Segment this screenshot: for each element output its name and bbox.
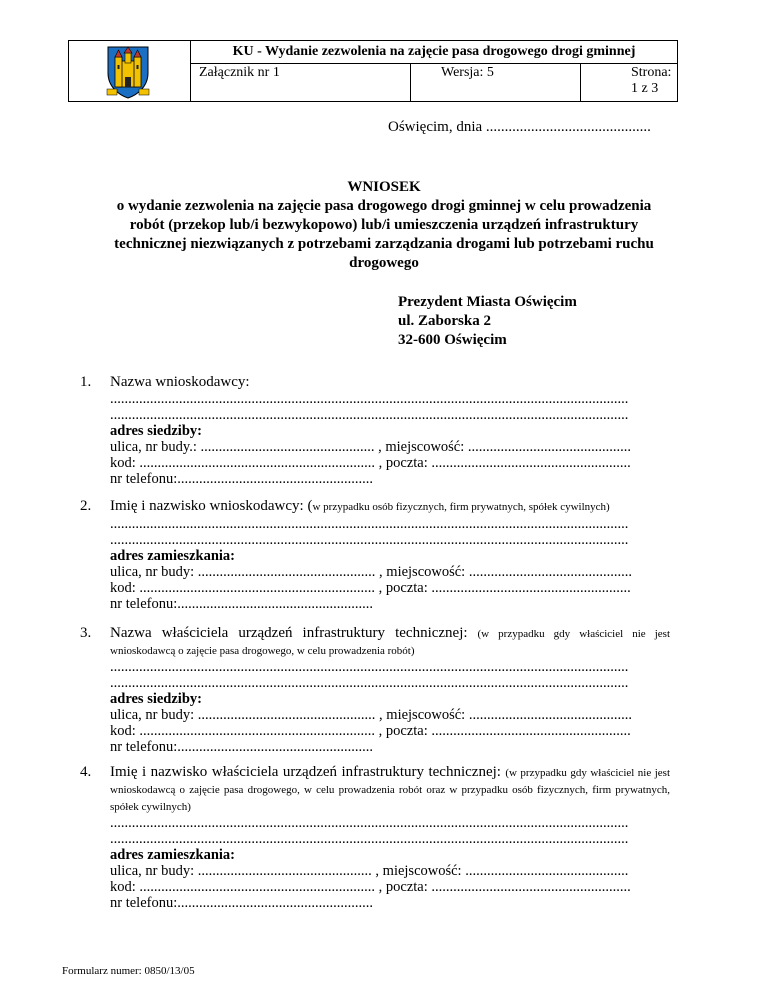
phone-line[interactable]: nr telefonu:...................................................... bbox=[110, 739, 373, 755]
section-label: Imię i nazwisko właściciela urządzeń infrastruktury technicznej: bbox=[110, 764, 501, 780]
section-number: 4. bbox=[80, 764, 92, 780]
request-subtitle-line1: o wydanie zezwolenia na zajęcie pasa drogowego drogi gminnej w celu prowadzenia bbox=[116, 198, 652, 214]
addressee-name: Prezydent Miasta Oświęcim bbox=[398, 294, 577, 310]
version-number: Wersja: 5 bbox=[411, 63, 581, 101]
coat-of-arms-icon bbox=[105, 43, 151, 99]
postcode-post-line[interactable]: kod: ................................................................. , poczta: ....................................................... bbox=[110, 455, 631, 471]
fill-line[interactable]: ............................................................................................................................................... bbox=[110, 659, 629, 675]
addressee-block bbox=[398, 293, 577, 350]
section-note: (w przypadku gdy właściciel nie jest wnioskodawcą o zajęcie pasa drogowego, w celu prowadzenia robót) bbox=[110, 628, 671, 657]
fill-line[interactable]: ............................................................................................................................................... bbox=[110, 815, 629, 831]
request-title: WNIOSEK bbox=[347, 179, 421, 195]
section-applicant-person bbox=[80, 497, 670, 612]
postcode-post-line[interactable]: kod: ................................................................. , poczta: ....................................................... bbox=[110, 879, 631, 895]
page-number: Strona: 1 z 3 bbox=[631, 65, 672, 96]
request-subtitle-line4: drogowego bbox=[349, 255, 419, 271]
street-city-line[interactable]: ulica, nr budy: ................................................. , miejscowość: ............................................. bbox=[110, 707, 632, 723]
form-number-footer: Formularz numer: 0850/13/05 bbox=[62, 965, 195, 977]
form-title: KU - Wydanie zezwolenia na zajęcie pasa drogowego drogi gminnej bbox=[191, 41, 677, 64]
section-label: Nazwa wnioskodawcy: bbox=[110, 374, 250, 390]
section-number: 2. bbox=[80, 498, 92, 514]
date-line: Oświęcim, dnia ............................................ bbox=[388, 119, 651, 135]
section-applicant-name bbox=[80, 373, 670, 487]
phone-line[interactable]: nr telefonu:...................................................... bbox=[110, 596, 373, 612]
section-note: (w przypadku gdy właściciel nie jest wnioskodawcą o zajęcie pasa drogowego, w celu prowadzenia robót oraz w przypadku osób fizycznych, firm prywatnych, spółek cywilnych) bbox=[110, 767, 671, 813]
street-city-line[interactable]: ulica, nr budy.: ................................................ , miejscowość: ............................................. bbox=[110, 439, 632, 455]
section-label: Nazwa właściciela urządzeń infrastruktury technicznej: bbox=[110, 625, 468, 641]
fill-line[interactable]: ............................................................................................................................................... bbox=[110, 831, 629, 847]
section-owner-name bbox=[80, 624, 670, 755]
section-owner-person bbox=[80, 763, 670, 911]
postcode-post-line[interactable]: kod: ................................................................. , poczta: ....................................................... bbox=[110, 580, 631, 596]
fill-line[interactable]: ............................................................................................................................................... bbox=[110, 407, 629, 423]
coat-of-arms-cell bbox=[69, 41, 191, 101]
fill-line[interactable]: ............................................................................................................................................... bbox=[110, 391, 629, 407]
postcode-post-line[interactable]: kod: ................................................................. , poczta: ....................................................... bbox=[110, 723, 631, 739]
fill-line[interactable]: ............................................................................................................................................... bbox=[110, 532, 629, 548]
address-label: adres siedziby: bbox=[110, 423, 202, 439]
section-note: w przypadku osób fizycznych, firm prywatnych, spółek cywilnych) bbox=[312, 501, 610, 513]
address-label: adres siedziby: bbox=[110, 691, 202, 707]
phone-line[interactable]: nr telefonu:...................................................... bbox=[110, 895, 373, 911]
addressee-city: 32-600 Oświęcim bbox=[398, 332, 507, 348]
header-table bbox=[68, 40, 678, 102]
request-subtitle-line2: robót (przekop lub/i bezwykopowo) lub/i umieszczenia urządzeń infrastruktury bbox=[129, 217, 639, 233]
section-label: Imię i nazwisko wnioskodawcy: ( bbox=[110, 498, 313, 514]
attachment-number: Załącznik nr 1 bbox=[191, 63, 411, 101]
section-number: 3. bbox=[80, 625, 92, 641]
address-label: adres zamieszkania: bbox=[110, 548, 235, 564]
fill-line[interactable]: ............................................................................................................................................... bbox=[110, 516, 629, 532]
street-city-line[interactable]: ulica, nr budy: ................................................. , miejscowość: ............................................. bbox=[110, 564, 632, 580]
request-subtitle-line3: technicznej niezwiązanych z potrzebami zarządzania drogami lub potrzebami ruchu bbox=[114, 236, 654, 252]
street-city-line[interactable]: ulica, nr budy: ................................................ , miejscowość: ............................................. bbox=[110, 863, 629, 879]
address-label: adres zamieszkania: bbox=[110, 847, 235, 863]
fill-line[interactable]: ............................................................................................................................................... bbox=[110, 675, 629, 691]
section-number: 1. bbox=[80, 374, 92, 390]
phone-line[interactable]: nr telefonu:...................................................... bbox=[110, 471, 373, 487]
addressee-street: ul. Zaborska 2 bbox=[398, 313, 491, 329]
